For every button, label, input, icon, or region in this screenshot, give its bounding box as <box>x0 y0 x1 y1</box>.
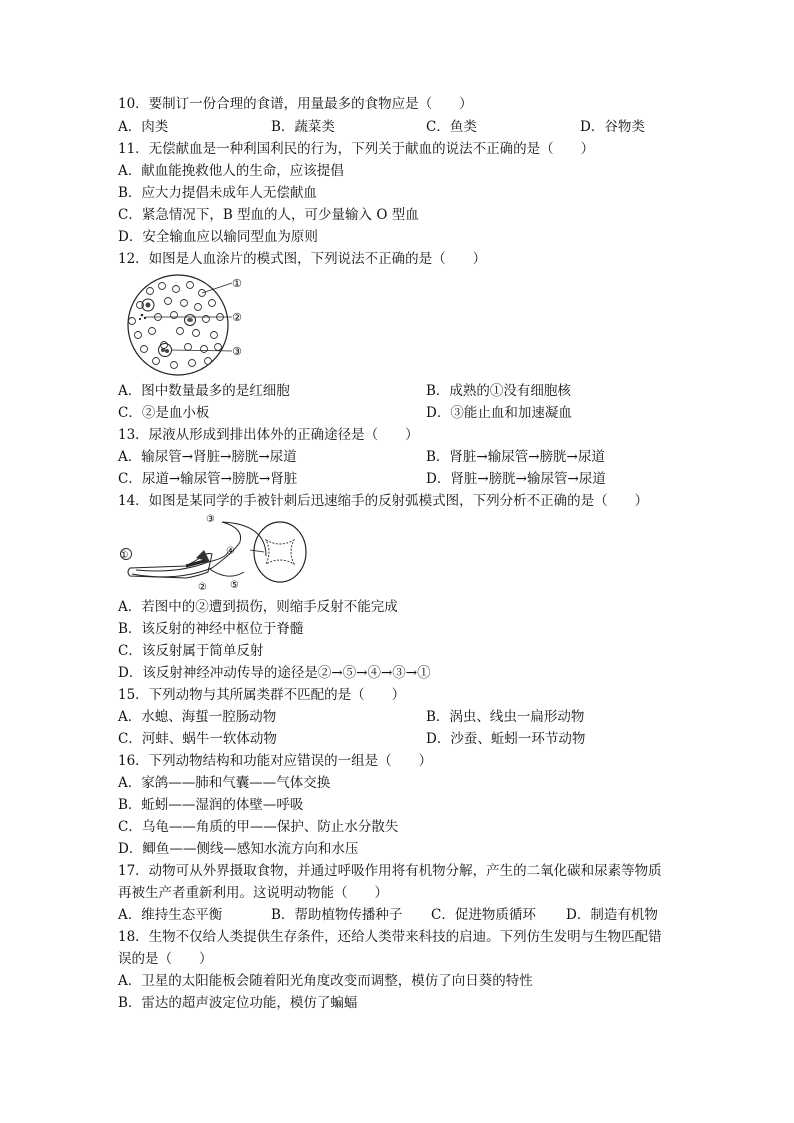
q11-option-a: A．献血能挽救他人的生命，应该提倡 <box>118 163 344 179</box>
q14-option-c: C．该反射属于简单反射 <box>118 643 264 659</box>
question-15-stem: 15．下列动物与其所属类群不匹配的是（ ） <box>118 687 406 703</box>
question-13-stem: 13．尿液从形成到排出体外的正确途径是（ ） <box>118 427 419 443</box>
q15-option-b: B．涡虫、线虫一扁形动物 <box>426 709 585 725</box>
smear-label-1: ① <box>232 277 242 290</box>
q14-option-d: D．该反射神经冲动传导的途径是②→⑤→④→③→① <box>118 665 431 681</box>
q10-option-d: D．谷物类 <box>580 119 645 135</box>
q10-option-c: C．鱼类 <box>426 119 477 135</box>
question-17-stem-line2: 再被生产者重新利用。这说明动物能（ ） <box>118 885 388 901</box>
q16-option-c: C．乌龟——角质的甲——保护、防止水分散失 <box>118 819 399 835</box>
reflex-label-5: ⑤ <box>230 580 239 591</box>
q15-option-a: A．水螅、海蜇一腔肠动物 <box>118 709 277 725</box>
question-14-stem: 14．如图是某同学的手被针刺后迅速缩手的反射弧模式图，下列分析不正确的是（ ） <box>118 493 649 509</box>
reflex-label-2: ② <box>198 582 207 592</box>
question-10-stem: 10．要制订一份合理的食谱，用量最多的食物应是（ ） <box>118 96 473 112</box>
q16-option-a: A．家鸽——肺和气囊——气体交换 <box>118 775 331 791</box>
reflex-label-4: ④ <box>226 546 235 557</box>
q12-option-c: C．②是血小板 <box>118 405 210 421</box>
q11-option-b: B．应大力提倡未成年人无偿献血 <box>118 185 317 201</box>
smear-label-2: ② <box>232 311 242 324</box>
q15-option-d: D．沙蚕、蚯蚓一环节动物 <box>426 731 586 747</box>
q18-option-a: A．卫星的太阳能板会随着阳光角度改变而调整，模仿了向日葵的特性 <box>118 973 533 989</box>
blood-smear-diagram <box>118 273 258 377</box>
smear-label-3: ③ <box>232 345 242 358</box>
q14-option-b: B．该反射的神经中枢位于脊髓 <box>118 621 304 637</box>
q17-option-d: D．制造有机物 <box>566 907 658 923</box>
q10-option-b: B．蔬菜类 <box>271 119 335 135</box>
q17-option-b: B．帮助植物传播种子 <box>271 907 403 923</box>
q16-option-d: D．鲫鱼——侧线—感知水流方向和水压 <box>118 841 359 857</box>
q18-option-b: B．雷达的超声波定位功能，模仿了蝙蝠 <box>118 995 358 1011</box>
q12-option-b: B．成熟的①没有细胞核 <box>426 383 571 399</box>
q12-option-d: D．③能止血和加速凝血 <box>426 405 572 421</box>
reflex-label-3: ③ <box>206 514 215 525</box>
q17-option-a: A．维持生态平衡 <box>118 907 223 923</box>
question-16-stem: 16．下列动物结构和功能对应错误的一组是（ ） <box>118 753 433 769</box>
question-18-stem-line2: 误的是（ ） <box>118 951 213 967</box>
q15-option-c: C．河蚌、蜗牛一软体动物 <box>118 731 277 747</box>
q16-option-b: B．蚯蚓——湿润的体壁—呼吸 <box>118 797 304 813</box>
reflex-label-1: ① <box>119 550 129 561</box>
question-18-stem-line1: 18．生物不仅给人类提供生存条件，还给人类带来科技的启迪。下列仿生发明与生物匹配错 <box>118 929 662 945</box>
question-17-stem-line1: 17．动物可从外界摄取食物，并通过呼吸作用将有机物分解，产生的二氧化碳和尿素等物质 <box>118 863 662 879</box>
q10-option-a: A．肉类 <box>118 119 169 135</box>
reflex-arc-diagram <box>116 512 316 592</box>
q11-option-c: C．紧急情况下，B 型血的人，可少量输入 O 型血 <box>118 207 419 223</box>
q13-option-d: D．肾脏→膀胱→输尿管→尿道 <box>426 471 606 487</box>
question-11-stem: 11．无偿献血是一种利国利民的行为，下列关于献血的说法不正确的是（ ） <box>118 141 595 157</box>
q13-option-a: A．输尿管→肾脏→膀胱→尿道 <box>118 449 297 465</box>
q12-option-a: A．图中数量最多的是红细胞 <box>118 383 290 399</box>
q11-option-d: D．安全输血应以输同型血为原则 <box>118 229 318 245</box>
q14-option-a: A．若图中的②遭到损伤，则缩手反射不能完成 <box>118 599 398 615</box>
q17-option-c: C．促进物质循环 <box>431 907 536 923</box>
q13-option-b: B．肾脏→输尿管→膀胱→尿道 <box>426 449 605 465</box>
q13-option-c: C．尿道→输尿管→膀胱→肾脏 <box>118 471 298 487</box>
question-12-stem: 12．如图是人血涂片的模式图，下列说法不正确的是（ ） <box>118 251 487 267</box>
